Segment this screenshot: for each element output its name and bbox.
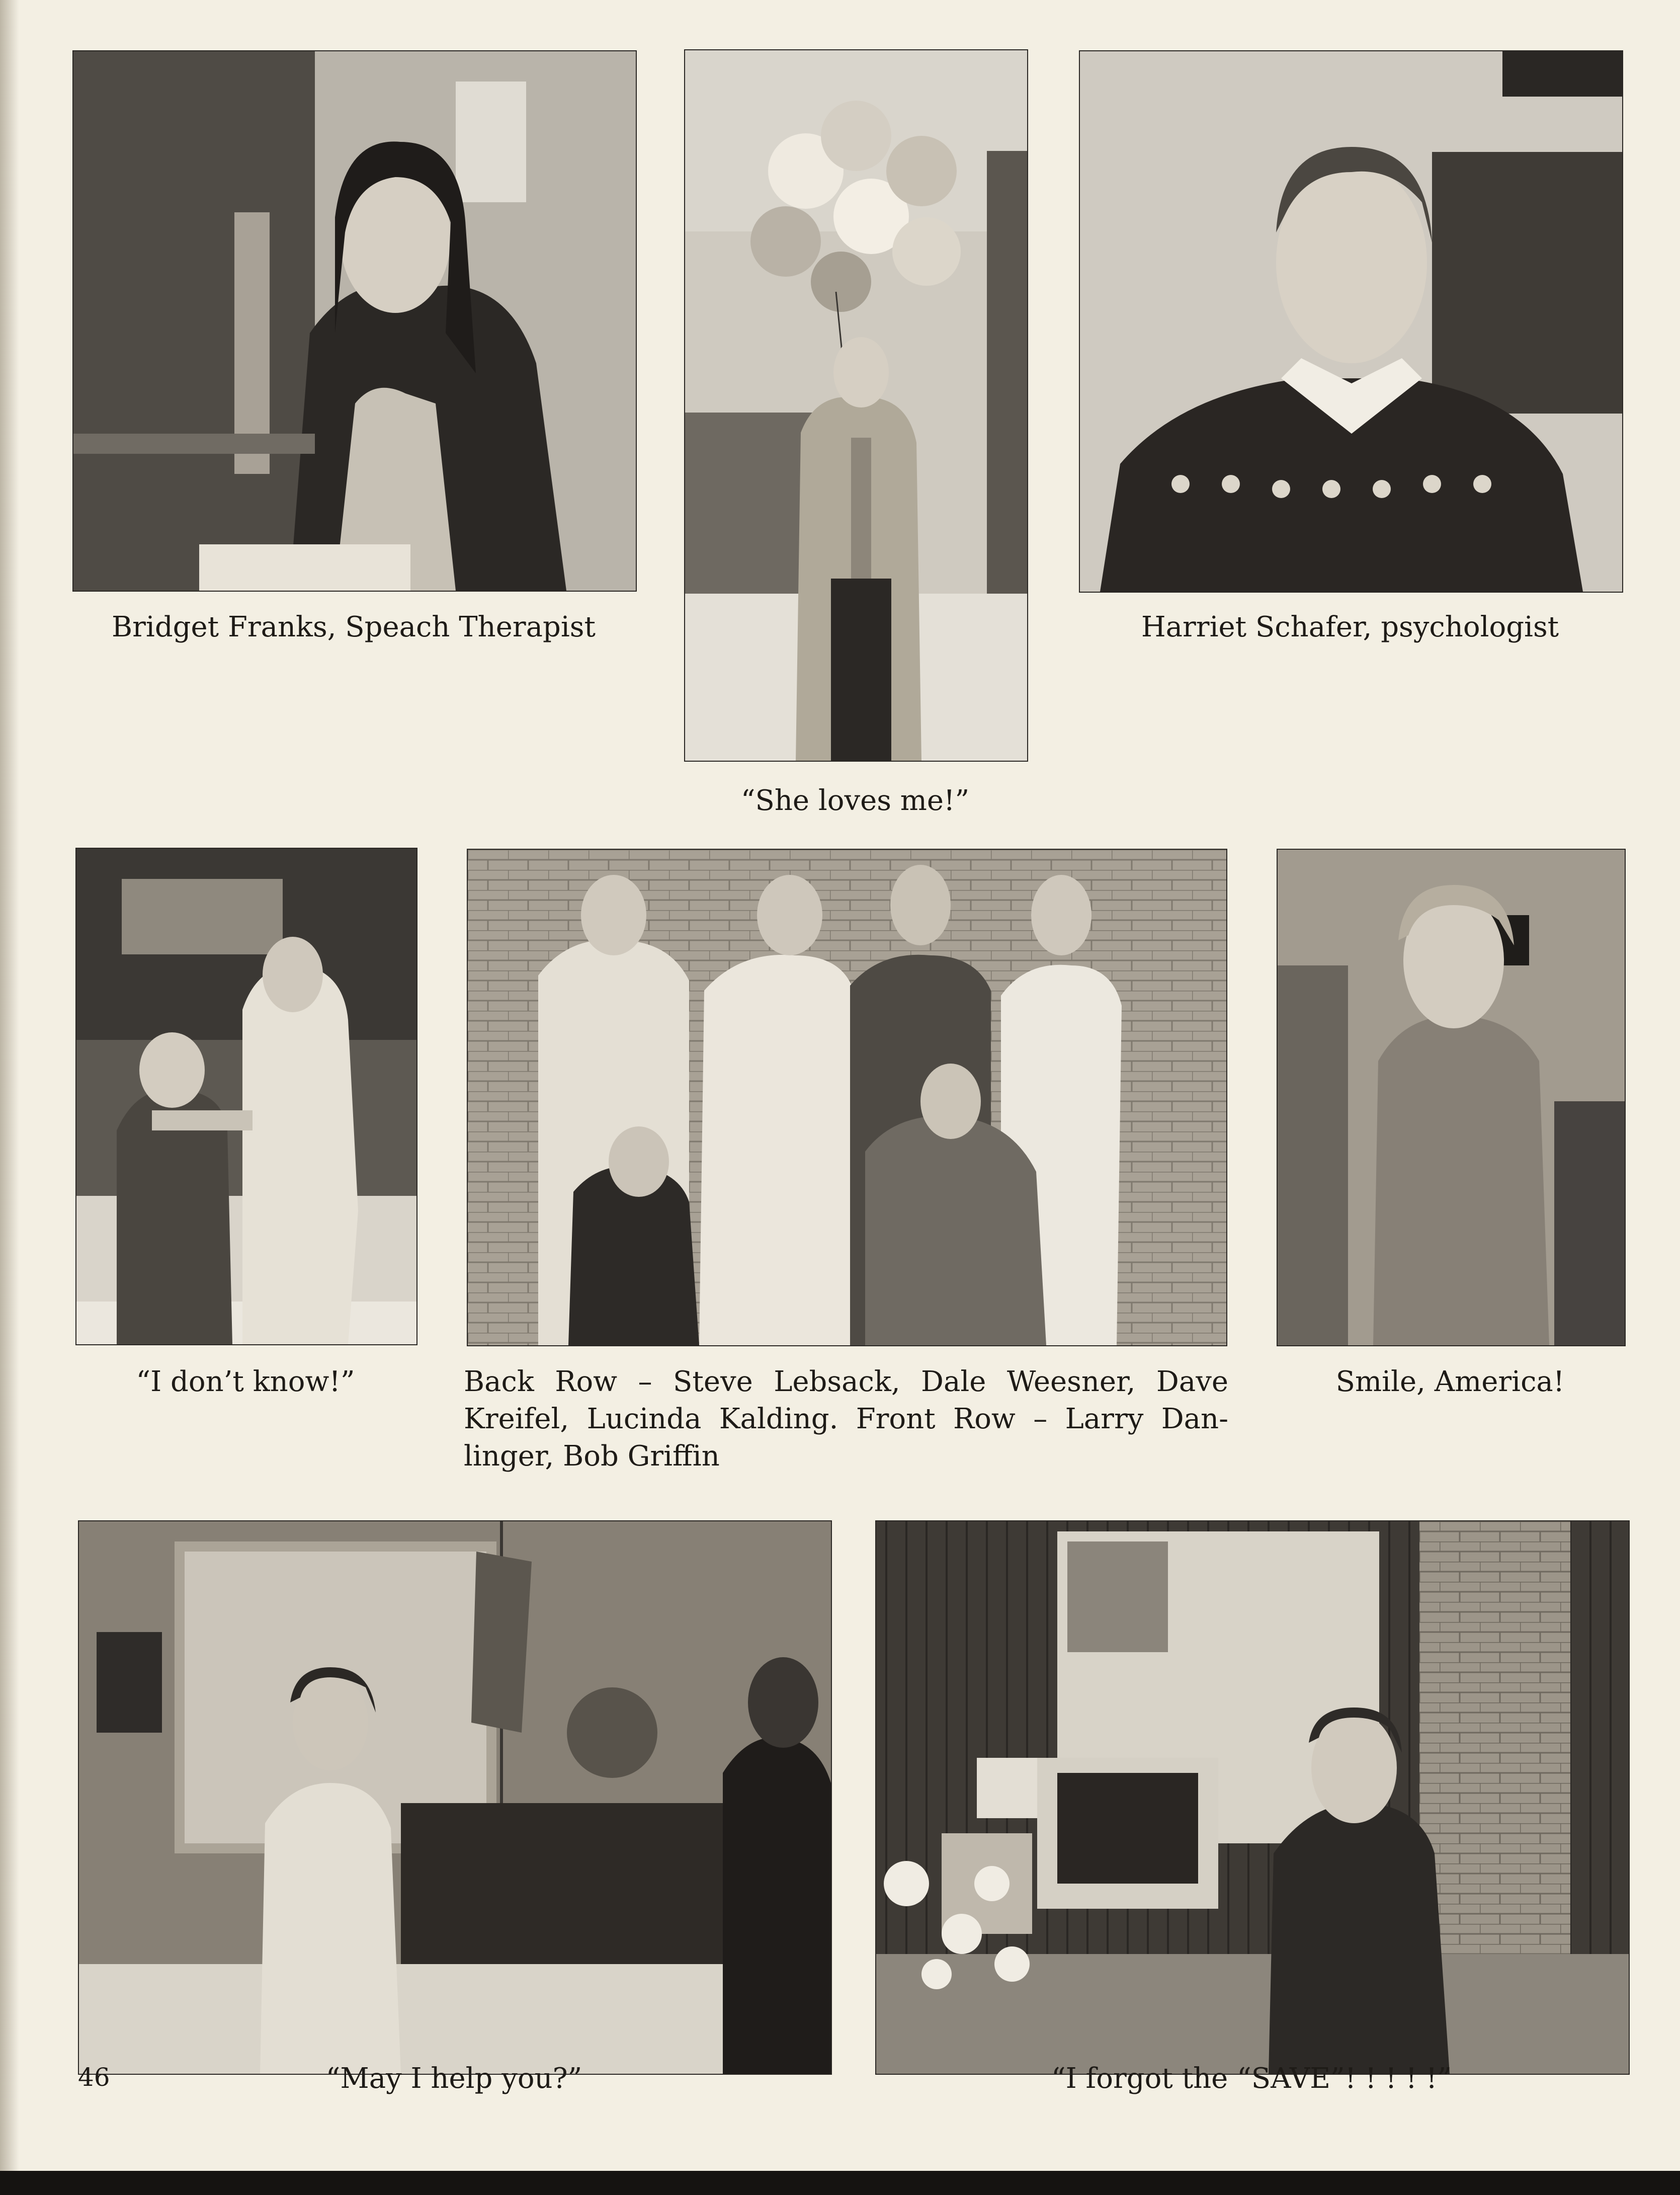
caption-harriet-schafer: Harriet Schafer, psychologist (1141, 611, 1559, 643)
photo-harriet-schafer (1079, 50, 1623, 593)
caption-balloons: “She loves me!” (740, 784, 970, 817)
caption-group-line-3: linger, Bob Griffin (464, 1440, 720, 1473)
photo-bridget-franks (72, 50, 637, 592)
caption-may-i-help: “May I help you?” (325, 2062, 582, 2095)
caption-group-line-2: Kreifel, Lucinda Kalding. Front Row – Larry Dan- (464, 1403, 1228, 1435)
photo-smile-america (1277, 849, 1626, 1346)
caption-bridget-franks: Bridget Franks, Speach Therapist (111, 611, 596, 643)
caption-forgot-save: “I forgot the “SAVE”! ! ! ! !” (1051, 2062, 1452, 2095)
photo-dont-know (75, 848, 417, 1345)
caption-group-staff (464, 1363, 1228, 1475)
photo-balloons (684, 49, 1028, 762)
page-number: 46 (78, 2063, 110, 2092)
photo-group-staff (467, 849, 1227, 1346)
caption-dont-know: “I don’t know!” (136, 1365, 355, 1398)
caption-smile-america: Smile, America! (1335, 1365, 1565, 1398)
caption-group-line-1: Back Row – Steve Lebsack, Dale Weesner, Dave (464, 1365, 1228, 1398)
bottom-border (0, 2171, 1680, 2195)
photo-may-i-help (78, 1520, 832, 2075)
photo-forgot-save (875, 1520, 1630, 2075)
binding-shadow (0, 0, 19, 2195)
